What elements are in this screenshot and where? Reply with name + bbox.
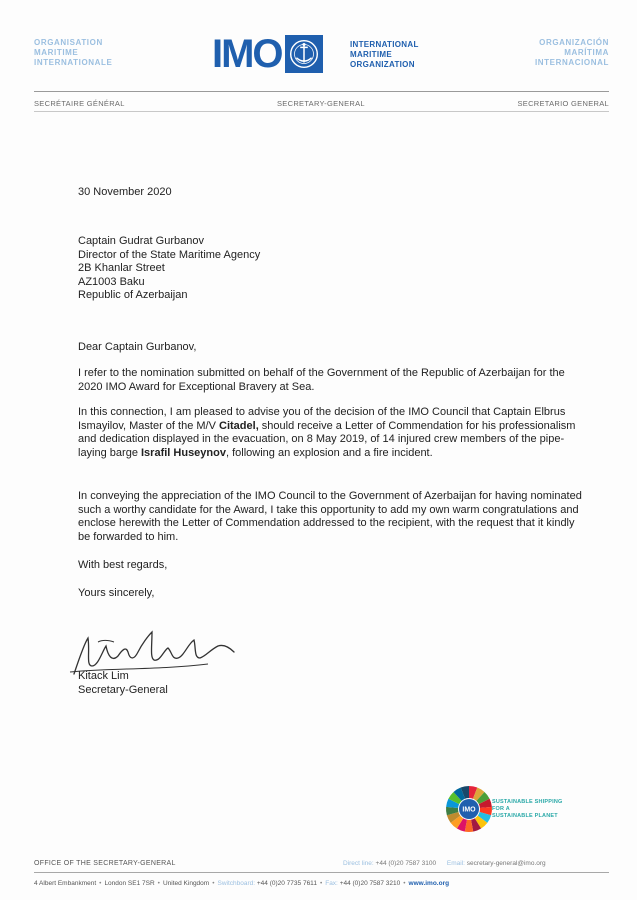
footer-divider <box>34 872 609 873</box>
switchboard-value: +44 (0)20 7735 7611 <box>256 880 317 887</box>
separator-dot-icon: • <box>212 880 215 887</box>
closing-sincerely: Yours sincerely, <box>78 587 155 599</box>
fax-value: +44 (0)20 7587 3210 <box>339 880 401 887</box>
paragraph-decision <box>78 406 588 460</box>
slogan-line: SUSTAINABLE PLANET <box>492 813 558 819</box>
letter-date: 30 November 2020 <box>78 186 172 198</box>
paragraph-text: should receive a Letter of Commendation for his professionalism and dedication displayed in the evacuation, on 8 May 2019, of 14 injured crew members of the pipe-laying barge <box>78 419 576 459</box>
sustainability-slogan <box>492 799 563 820</box>
direct-line-value: +44 (0)20 7587 3100 <box>375 860 437 867</box>
letterhead-english-line: MARITIME <box>350 50 392 59</box>
slogan-line: FOR A <box>492 806 510 812</box>
email-label: Email: <box>446 860 465 867</box>
title-divider <box>34 111 609 112</box>
footer-office: OFFICE OF THE SECRETARY-GENERAL <box>34 860 176 867</box>
website-link[interactable]: www.imo.org <box>408 880 450 887</box>
recipient-line: 2B Khanlar Street <box>78 262 165 274</box>
address-part: London SE1 7SR <box>104 880 155 887</box>
closing-regards: With best regards, <box>78 559 168 571</box>
switchboard-label: Switchboard: <box>217 880 256 887</box>
letterhead-french-line: ORGANISATION <box>34 38 103 47</box>
recipient-address <box>78 235 260 303</box>
office-title-french: SECRÉTAIRE GÉNÉRAL <box>34 99 125 108</box>
letterhead-divider <box>34 91 609 92</box>
separator-dot-icon: • <box>403 880 406 887</box>
letterhead-french-name <box>34 38 112 68</box>
paragraph-text: In this connection, I am pleased to advise you of the decision of the IMO Council that Captain Elbrus Ismayilov, Master of the M/V <box>78 406 566 432</box>
imo-logo <box>212 34 323 74</box>
office-title-spanish: SECRETARIO GENERAL <box>517 99 609 108</box>
footer-address <box>34 880 449 887</box>
fax-label: Fax: <box>325 880 338 887</box>
signatory-title: Secretary-General <box>78 684 168 696</box>
direct-line-label: Direct line: <box>343 860 374 867</box>
slogan-line: SUSTAINABLE SHIPPING <box>492 799 563 805</box>
letterhead-spanish-name <box>535 38 609 68</box>
sustainability-wheel-icon <box>445 785 493 833</box>
paragraph-nomination: I refer to the nomination submitted on behalf of the Government of the Republic of Azerbaijan for the 2020 IMO Award for Exceptional Bravery at Sea. <box>78 367 565 393</box>
recipient-line: Director of the State Maritime Agency <box>78 248 261 261</box>
barge-name: Israfil Huseynov <box>141 446 226 459</box>
letterhead-english-line: ORGANIZATION <box>350 60 415 69</box>
address-part: 4 Albert Embankment <box>34 880 97 887</box>
salutation: Dear Captain Gurbanov, <box>78 341 197 353</box>
recipient-line: Captain Gudrat Gurbanov <box>78 235 204 247</box>
separator-dot-icon: • <box>319 880 323 887</box>
letterhead-french-line: MARITIME <box>34 48 79 57</box>
letterhead-french-line: INTERNATIONALE <box>34 58 113 67</box>
paragraph-appreciation: In conveying the appreciation of the IMO Council to the Government of Azerbaijan for having nominated such a worthy candidate for the Award, I take this opportunity to add my own warm congratulations and enclose herewith the Letter of Commendation addressed to the recipient, with the request that it kindly be forwarded to him. <box>78 490 582 543</box>
signatory-name: Kitack Lim <box>78 670 129 682</box>
recipient-line: Republic of Azerbaijan <box>78 289 188 301</box>
recipient-line: AZ1003 Baku <box>78 275 145 288</box>
separator-dot-icon: • <box>157 880 160 887</box>
ship-name: Citadel, <box>219 419 259 432</box>
address-part: United Kingdom <box>162 880 210 887</box>
paragraph-text: , following an explosion and a fire incident. <box>225 446 433 459</box>
letterhead-spanish-line: ORGANIZACIÓN <box>539 38 609 47</box>
footer-contacts <box>343 860 546 867</box>
imo-emblem-icon <box>285 35 323 73</box>
office-title-english: SECRETARY-GENERAL <box>277 99 365 108</box>
letterhead-spanish-line: MARÍTIMA <box>564 48 609 57</box>
letterhead-english-line: INTERNATIONAL <box>350 40 419 49</box>
badge-center-text: IMO <box>462 806 476 814</box>
separator-dot-icon: • <box>99 880 102 887</box>
email-link[interactable]: secretary-general@imo.org <box>466 860 546 867</box>
imo-logo-letters: IMO <box>212 32 282 76</box>
letterhead-spanish-line: INTERNACIONAL <box>534 58 609 67</box>
letterhead-english-name <box>350 40 419 70</box>
